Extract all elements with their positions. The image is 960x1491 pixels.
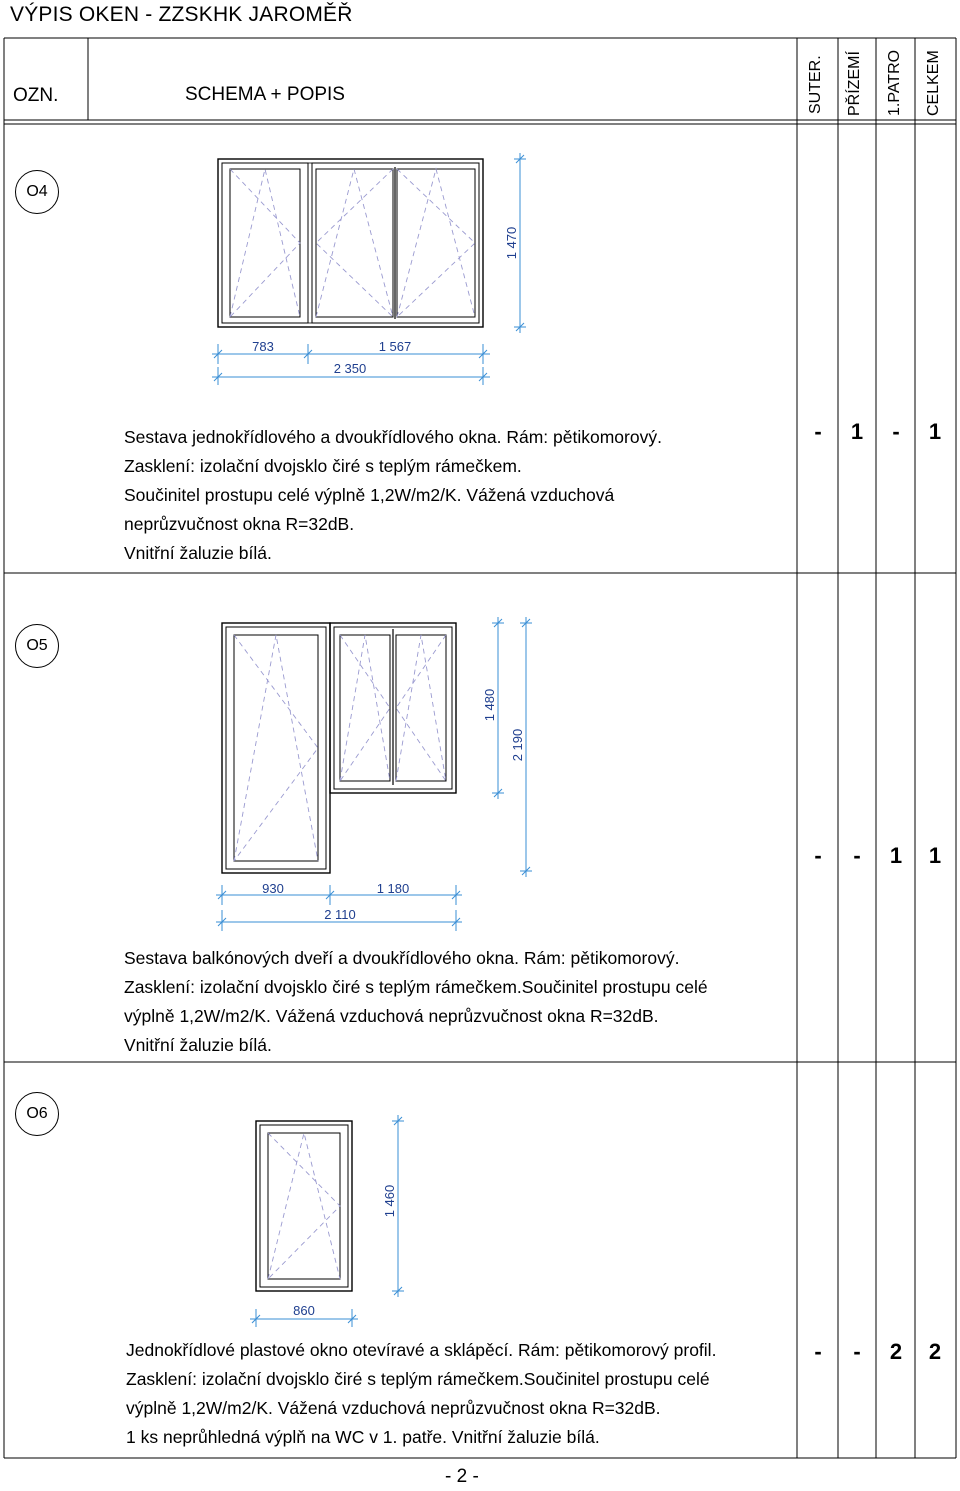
dim-o5-height-window: 1 480: [482, 688, 497, 722]
dim-o5-height-door: 2 190: [510, 728, 525, 762]
item-description-o4: Sestava jednokřídlového a dvoukřídlového okna. Rám: pětikomorový. Zasklení: izolační dvojsklo čiré s teplým rámečkem. Součinitel prostupu celé výplně 1,2W/m2/K. Vážená vzduchová neprůzvučnost okna R=32dB. Vnitřní žaluzie bílá.: [124, 427, 662, 563]
item-description-o5: Sestava balkónových dveří a dvoukřídlového okna. Rám: pětikomorový. Zasklení: izolační dvojsklo čiré s teplým rámečkem.Součinitel prostupu celé výplně 1,2W/m2/K. Vážená vzduchová neprůzvučnost okna R=32dB. Vnitřní žaluzie bílá.: [124, 948, 708, 1055]
item-code-o5: O5: [15, 624, 59, 668]
count-o4-patro: -: [892, 419, 900, 444]
dim-o4-height: 1 470: [504, 226, 519, 260]
count-o6-suter: -: [814, 1339, 822, 1364]
header-celkem: CELKEM: [925, 50, 942, 116]
item-code-o6: O6: [15, 1092, 59, 1136]
count-o5-prizemi: -: [853, 843, 861, 868]
document-title: VÝPIS OKEN - ZZSKHK JAROMĚŘ: [10, 3, 353, 26]
count-o4-suter: -: [814, 419, 822, 444]
header-suter: SUTER.: [807, 55, 824, 114]
page-number: - 2 -: [445, 1466, 479, 1487]
window-drawing-o5: [200, 605, 560, 935]
window-drawing-o4: [200, 145, 540, 395]
dim-o6-height: 1 460: [382, 1184, 397, 1218]
dim-o5-width-right: 1 180: [376, 881, 410, 896]
item-code-o4: O4: [15, 170, 59, 214]
dim-o5-width-left: 930: [262, 881, 284, 896]
count-o5-celkem: 1: [928, 843, 942, 868]
dim-o4-width-right: 1 567: [378, 339, 412, 354]
count-o6-celkem: 2: [928, 1339, 942, 1364]
header-schema: SCHEMA + POPIS: [185, 84, 345, 105]
count-o4-prizemi: 1: [850, 419, 864, 444]
dim-o4-width-total: 2 350: [333, 361, 367, 376]
window-drawing-o6: [240, 1105, 440, 1330]
header-ozn: OZN.: [13, 85, 59, 106]
count-o4-celkem: 1: [928, 419, 942, 444]
item-description-o6: Jednokřídlové plastové okno otevíravé a sklápěcí. Rám: pětikomorový profil. Zasklení: izolační dvojsklo čiré s teplým rámečkem.Součinitel prostupu celé výplně 1,2W/m2/K. Vážená vzduchová neprůzvučnost okna R=32dB. 1 ks neprůhledná výplň na WC v 1. patře. Vnitřní žaluzie bílá.: [126, 1340, 717, 1447]
count-o5-suter: -: [814, 843, 822, 868]
count-o6-patro: 2: [889, 1339, 903, 1364]
header-prizemi: PŘÍZEMÍ: [846, 51, 863, 116]
dim-o5-width-total: 2 110: [324, 907, 356, 922]
header-patro: 1.PATRO: [886, 49, 903, 116]
dim-o4-width-left: 783: [252, 339, 274, 354]
dim-o6-width: 860: [293, 1303, 315, 1318]
count-o6-prizemi: -: [853, 1339, 861, 1364]
count-o5-patro: 1: [889, 843, 903, 868]
